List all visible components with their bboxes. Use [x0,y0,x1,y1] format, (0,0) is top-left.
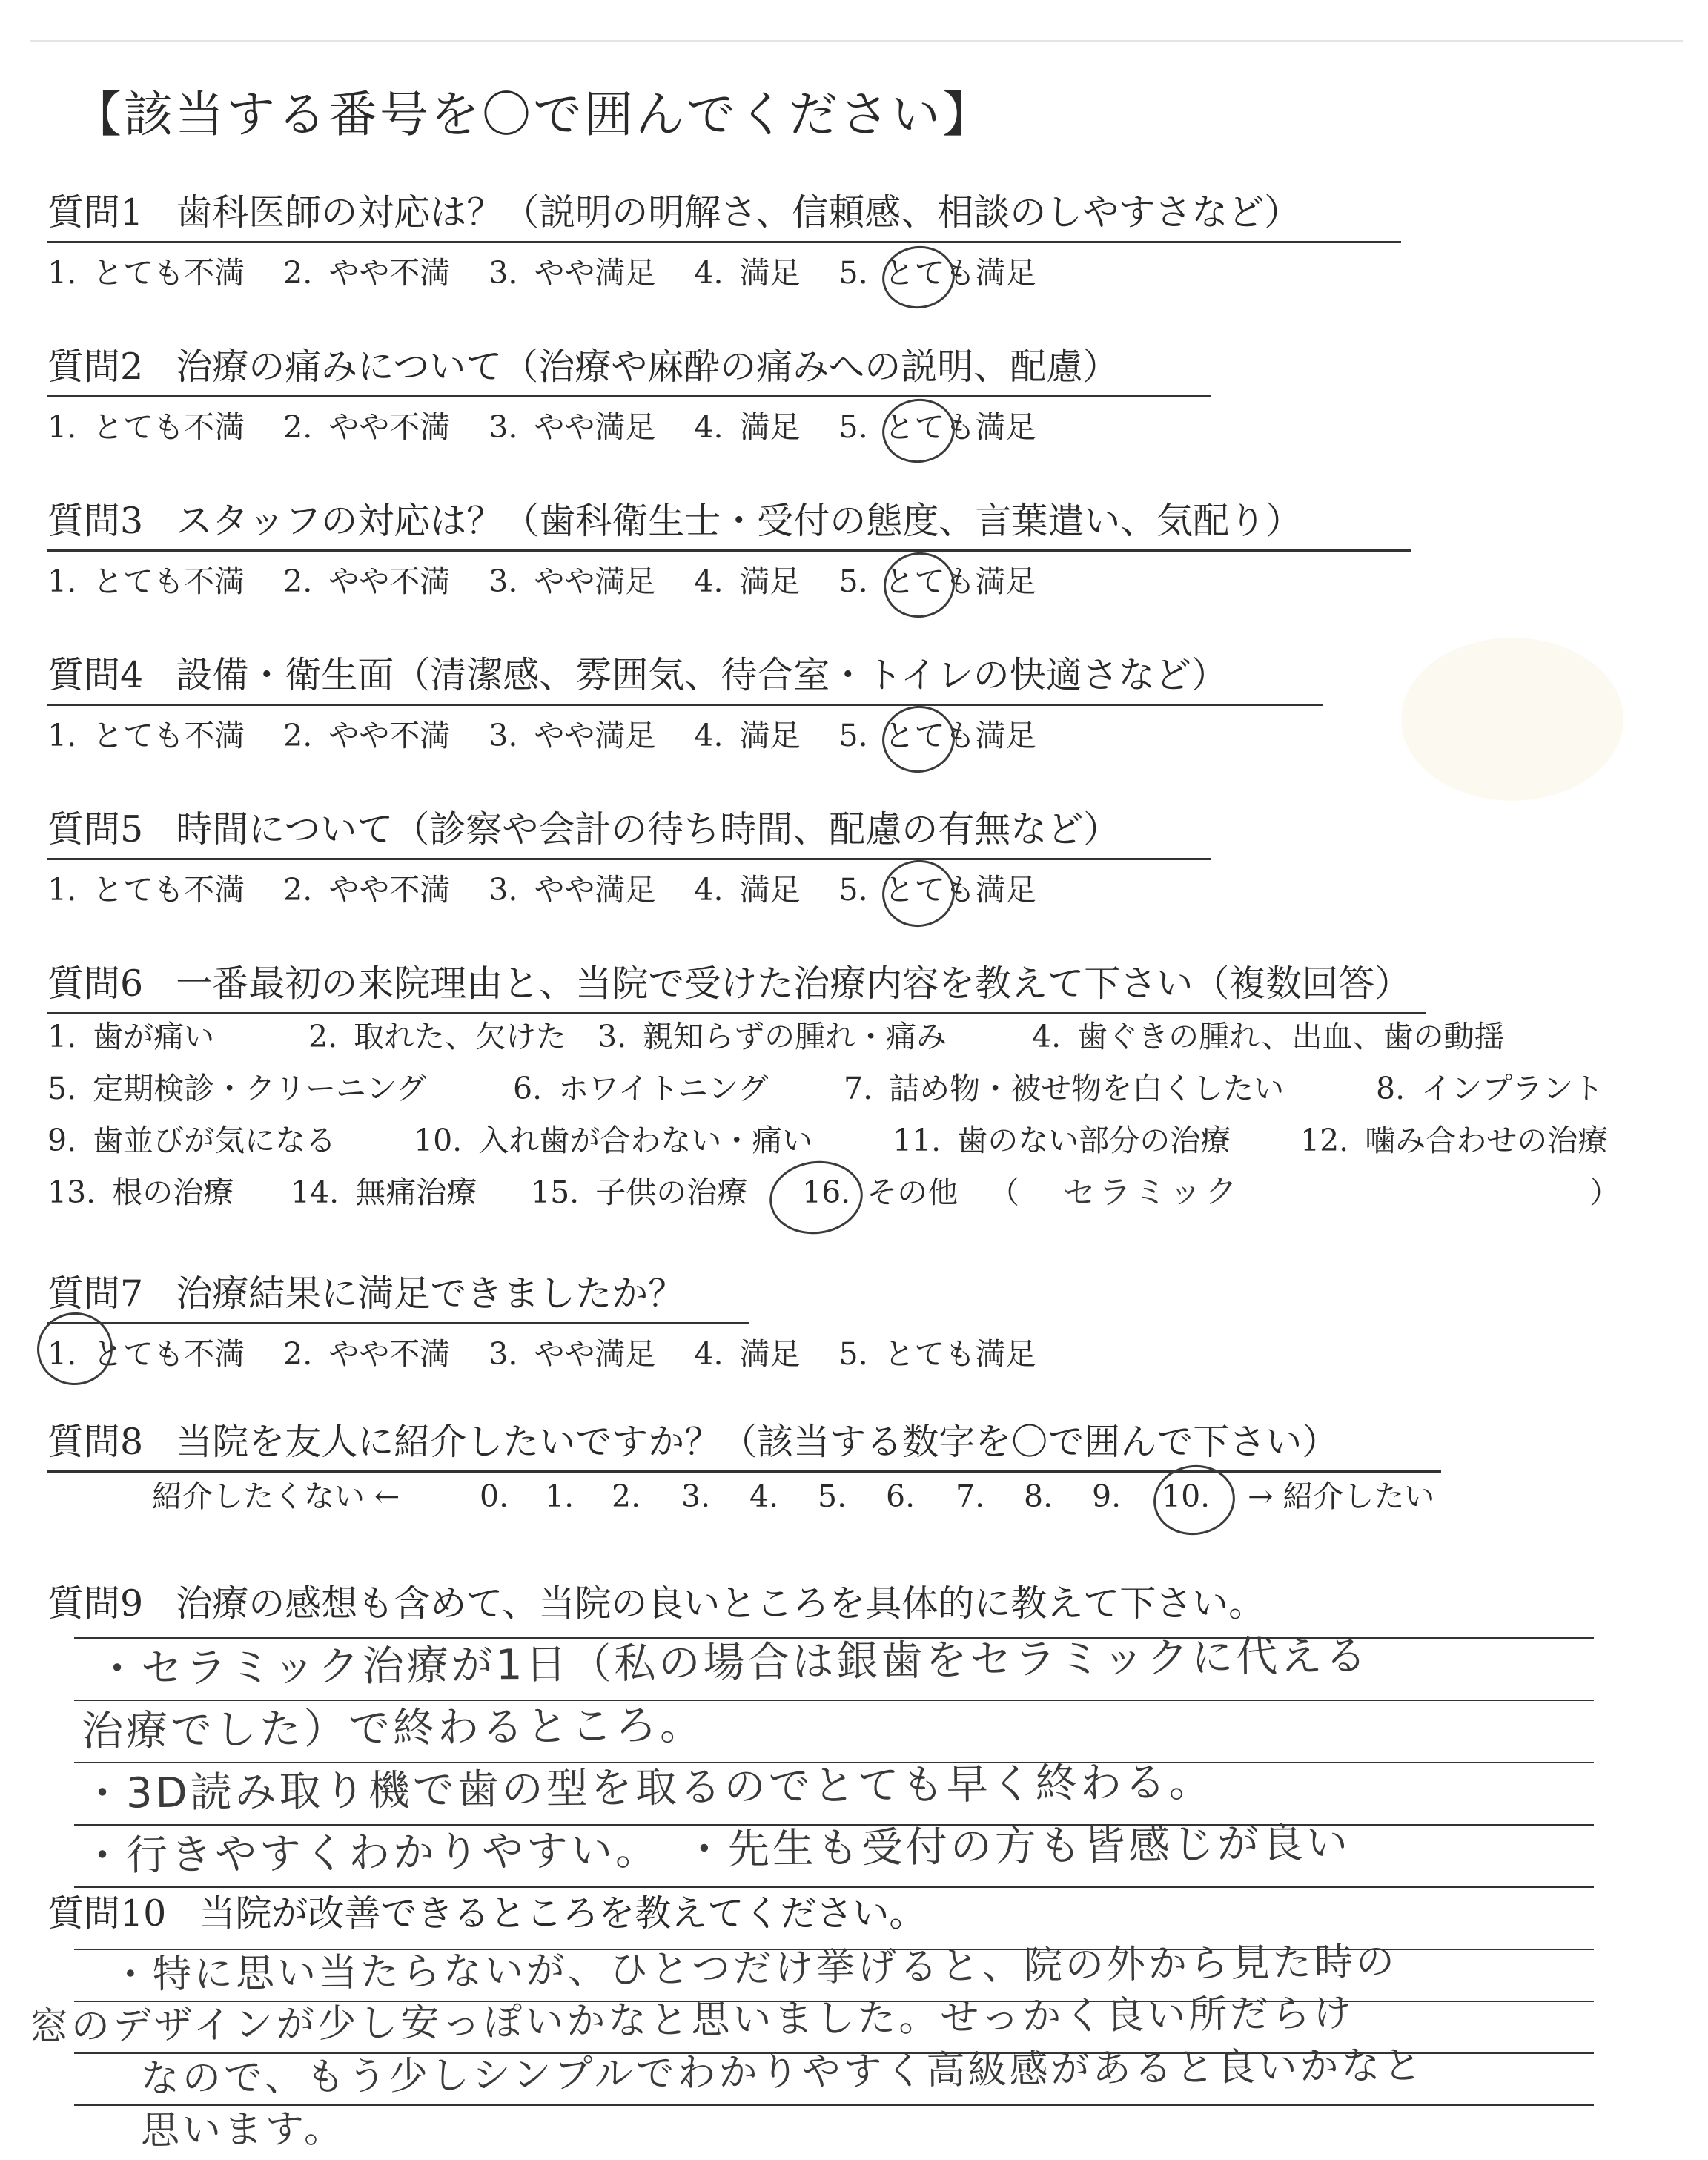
question-5-options [47,872,1211,908]
option-4[interactable]: 4. 満足 [694,718,801,753]
option-4[interactable]: 4. 満足 [694,409,801,445]
instruction-heading: 【該当する番号を〇で囲んでください】 [73,86,993,143]
option-1[interactable]: 1. とても不満 [47,1336,245,1372]
q6-option-5[interactable]: 5. 定期検診・クリーニング [47,1071,427,1106]
question-2-title: 質問2 治療の痛みについて（治療や麻酔の痛みへの説明、配慮） [47,349,1211,397]
handwritten-line: ・セラミック治療が1日（私の場合は銀歯をセラミックに代える [96,1632,1370,1694]
other-answer-handwriting: セラミック [1062,1172,1241,1212]
option-1[interactable]: 1. とても不満 [47,409,245,445]
q6-option-15[interactable]: 15. 子供の治療 [531,1175,748,1210]
handwritten-line: 治療でした）で終わるところ。 [81,1701,705,1756]
option-4[interactable]: 4. 満足 [694,564,801,599]
scale-1[interactable]: 1. [545,1479,575,1514]
option-3[interactable]: 3. やや満足 [489,564,656,599]
option-5[interactable]: 5. とても満足 [838,255,1036,291]
scale-left-label: 紹介したくない ← [152,1479,400,1514]
question-8 [47,1421,1441,1473]
question-6 [47,962,1426,1014]
option-2[interactable]: 2. やや不満 [283,409,451,445]
option-5[interactable]: 5. とても満足 [838,872,1036,908]
question-5-title: 質問5 時間について（診察や会計の待ち時間、配慮の有無など） [47,811,1211,860]
scale-9[interactable]: 9. [1092,1479,1122,1514]
option-4[interactable]: 4. 満足 [694,872,801,908]
question-2-options [47,409,1211,445]
q6-option-12[interactable]: 12. 噛み合わせの治療 [1300,1123,1609,1158]
scale-5[interactable]: 5. [818,1479,847,1514]
option-1[interactable]: 1. とても不満 [47,872,245,908]
handwritten-line: なので、もう少しシンプルでわかりやすく高級感があると良いかなと [140,2043,1425,2101]
handwritten-line: ・3D読み取り機で歯の型を取るのでとても早く終わる。 [81,1758,1214,1818]
q6-option-13[interactable]: 13. 根の治療 [47,1175,234,1210]
option-2[interactable]: 2. やや不満 [283,564,451,599]
question-8-title: 質問8 当院を友人に紹介したいですか？（該当する数字を〇で囲んで下さい） [47,1424,1441,1473]
other-paren-close: ） [1589,1175,1620,1210]
scale-10[interactable]: 10. [1162,1479,1211,1514]
option-2[interactable]: 2. やや不満 [283,1336,451,1372]
question-4 [47,654,1323,753]
q6-option-7[interactable]: 7. 詰め物・被せ物を白くしたい [844,1071,1285,1106]
question-7-title: 質問7 治療結果に満足できましたか？ [47,1275,749,1324]
option-5[interactable]: 5. とても満足 [838,1336,1036,1372]
question-6-title: 質問6 一番最初の来院理由と、当院で受けた治療内容を教えて下さい（複数回答） [47,965,1426,1014]
q6-option-6[interactable]: 6. ホワイトニング [513,1071,769,1106]
option-4[interactable]: 4. 満足 [694,255,801,291]
option-3[interactable]: 3. やや満足 [489,872,656,908]
option-1[interactable]: 1. とても不満 [47,255,245,291]
option-3[interactable]: 3. やや満足 [489,409,656,445]
answer-circle-q6 [765,1155,867,1241]
handwritten-line: 窓のデザインが少し安っぽいかなと思いました。せっかく良い所だらけ [29,1991,1355,2050]
question-9-title: 質問9 治療の感想も含めて、当院の良いところを具体的に教えて下さい。 [47,1582,1265,1625]
option-4[interactable]: 4. 満足 [694,1336,801,1372]
scale-right-label: → 紹介したい [1248,1479,1435,1514]
scale-4[interactable]: 4. [749,1479,779,1514]
option-1[interactable]: 1. とても不満 [47,564,245,599]
question-7-options [47,1336,1075,1372]
top-edge-line [30,40,1683,42]
scale-2[interactable]: 2. [612,1479,641,1514]
option-2[interactable]: 2. やや不満 [283,718,451,753]
question-1-options [47,255,1401,291]
question-1-title: 質問1 歯科医師の対応は？（説明の明解さ、信頼感、相談のしやすさなど） [47,194,1401,243]
q6-option-10[interactable]: 10. 入れ歯が合わない・痛い [414,1123,813,1158]
answer-line [74,1700,1594,1701]
q6-option-2[interactable]: 2. 取れた、欠けた [308,1019,567,1054]
question-2 [47,346,1211,445]
option-5[interactable]: 5. とても満足 [838,564,1036,599]
question-10-title: 質問10 当院が改善できるところを教えてください。 [47,1892,926,1935]
handwritten-line: ・行きやすくわかりやすい。 ・先生も受付の方も皆感じが良い [81,1819,1351,1880]
option-1[interactable]: 1. とても不満 [47,718,245,753]
handwritten-line: 思います。 [140,2107,346,2153]
option-3[interactable]: 3. やや満足 [489,718,656,753]
q6-option-14[interactable]: 14. 無痛治療 [291,1175,477,1210]
question-9 [47,1582,1265,1632]
scale-8[interactable]: 8. [1024,1479,1053,1514]
scale-0[interactable]: 0. [480,1479,509,1514]
option-5[interactable]: 5. とても満足 [838,718,1036,753]
q6-option-4[interactable]: 4. 歯ぐきの腫れ、出血、歯の動揺 [1032,1019,1505,1054]
scale-3[interactable]: 3. [681,1479,711,1514]
option-3[interactable]: 3. やや満足 [489,1336,656,1372]
question-5 [47,808,1211,908]
question-10 [47,1892,926,1942]
question-3-title: 質問3 スタッフの対応は？（歯科衛生士・受付の態度、言葉遣い、気配り） [47,503,1411,552]
scale-6[interactable]: 6. [886,1479,916,1514]
q6-option-16[interactable]: 16. その他 [802,1175,959,1210]
question-3 [47,500,1411,599]
option-2[interactable]: 2. やや不満 [283,872,451,908]
option-3[interactable]: 3. やや満足 [489,255,656,291]
question-4-title: 質問4 設備・衛生面（清潔感、雰囲気、待合室・トイレの快適さなど） [47,657,1323,706]
scale-7[interactable]: 7. [956,1479,985,1514]
answer-line [74,1886,1594,1888]
question-7 [47,1272,1075,1372]
q6-option-9[interactable]: 9. 歯並びが気になる [47,1123,337,1158]
question-1 [47,191,1401,291]
answer-line [74,2104,1594,2106]
question-3-options [47,564,1411,599]
option-5[interactable]: 5. とても満足 [838,409,1036,445]
handwritten-line: ・特に思い当たらないが、ひとつだけ挙げると、院の外から見た時の [110,1939,1398,1998]
other-paren-open: （ [989,1175,1019,1210]
paper-stain [1401,638,1623,801]
option-2[interactable]: 2. やや不満 [283,255,451,291]
q6-option-11[interactable]: 11. 歯のない部分の治療 [893,1123,1231,1158]
q6-option-8[interactable]: 8. インプラント [1376,1071,1604,1106]
question-4-options [47,718,1323,753]
q6-option-3[interactable]: 3. 親知らずの腫れ・痛み [598,1019,947,1054]
q6-option-1[interactable]: 1. 歯が痛い [47,1019,215,1054]
